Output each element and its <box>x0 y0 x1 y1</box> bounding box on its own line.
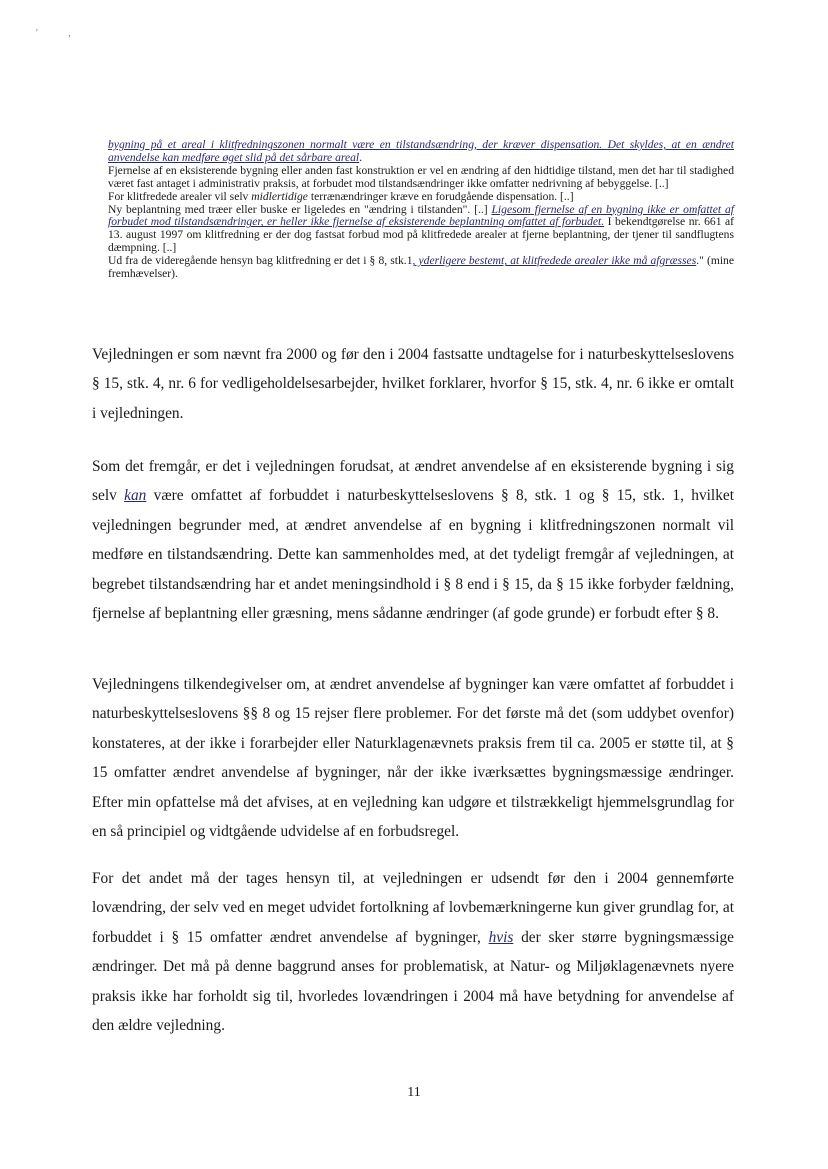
paragraph-text: være omfattet af forbuddet i naturbeskyttelseslovens § 8, stk. 1 og § 15, stk. 1, hvilket vejledningen begrunder med, at ændret anvendelse af en bygning i klitfredningszonen normalt vil medføre en tilstandsændring. Dette kan sammenholdes med, at det tydeligt fremgår af vejledningen, at begrebet tilstandsændring har et andet meningsindhold i § 8 end i § 15, da § 15 ikke forbyder fældning, fjernelse af beplantning eller græsning, mens sådanne ændringer (af gode grunde) er forbudt efter § 8. <box>92 487 735 623</box>
quote-text: terrænændringer kræve en forudgående dispensation. [..] <box>307 189 574 203</box>
quote-text: Ny beplantning med træer eller buske er ligeledes en "ændring i tilstanden". [..] <box>108 202 492 216</box>
quote-text: For klitfredede arealer vil selv <box>108 189 252 203</box>
quote-line-5 <box>108 255 734 281</box>
quote-underlined-text: , yderligere bestemt, at klitfredede arealer ikke må afgræsses <box>412 254 697 268</box>
page-number: 11 <box>407 1085 421 1100</box>
quote-italic-text: midlertidige <box>251 189 308 203</box>
quote-underlined-text: bygning på et areal i klitfredningszonen normalt være en tilstandsændring, der kræver dispensation. Det skyldes, at en ændret anvendelse kan medføre øget slid på det sårbare areal <box>108 138 734 164</box>
quote-line-4 <box>108 204 734 256</box>
quote-line-2: Fjernelse af en eksisterende bygning eller anden fast konstruktion er vel en ændring af den hidtidige tilstand, men det har til stadighed været fast antaget i administrativ praksis, at forbudet mod tilstandsændringer ikke omfatter nedrivning af bebyggelse. [..] <box>108 163 734 190</box>
quote-underlined-text: Ligesom fjernelse af en bygning ikke er omfattet af forbudet mod tilstandsændringer, er heller ikke fjernelse af eksisterende beplantning omfattet af forbudet. <box>108 202 734 229</box>
paragraph-2 <box>92 452 734 628</box>
paragraph-1: Vejledningen er som nævnt fra 2000 og før den i 2004 fastsatte undtagelse for i naturbeskyttelseslovens § 15, stk. 4, nr. 6 for vedligeholdelsesarbejder, hvilket forklarer, hvorfor § 15, stk. 4, nr. 6 ikke er omtalt i vejledningen. <box>92 346 734 422</box>
quote-line-1 <box>108 139 734 165</box>
quote-text: Ud fra de videregående hensyn bag klitfredning er det i § 8, stk.1 <box>108 254 413 268</box>
quote-text: . <box>359 150 363 164</box>
paragraph-text: Som det fremgår, er det i vejledningen forudsat, at ændret anvendelse af en eksisterende bygning i sig selv <box>92 458 734 505</box>
scan-marks: ' , <box>36 28 85 39</box>
paragraph-text: For det andet må der tages hensyn til, at vejledningen er udsendt før den i 2004 gennemførte lovændring, der selv ved en meget udvidet fortolkning af lovbemærkningerne kun giver grundlag for, at forbuddet i § 15 omfatter ændret anvendelse af bygninger, <box>92 870 734 946</box>
emphasis-kan: kan <box>124 487 147 505</box>
block-quote <box>108 139 734 281</box>
paragraph-3: Vejledningens tilkendegivelser om, at ændret anvendelse af bygninger kan være omfattet af forbuddet i naturbeskyttelseslovens §§ 8 og 15 rejser flere problemer. For det første må det (som uddybet ovenfor) konstateres, at der ikke i forarbejder eller Naturklagenævnets praksis frem til ca. 2005 er støtte til, at § 15 omfatter ændret anvendelse af bygninger, når der ikke iværksættes bygningsmæssige ændringer. Efter min opfattelse må det afvises, at en vejledning kan udgøre et tilstrækkeligt hjemmelsgrundlag for en så principiel og vidtgående udvidelse af en forbudsregel. <box>92 676 734 841</box>
emphasis-hvis: hvis <box>488 928 514 946</box>
quote-text: ." (mine fremhævelser). <box>108 254 734 281</box>
paragraph-4 <box>92 864 734 1040</box>
quote-text: I bekendtgørelse nr. 661 af 13. august 1997 om klitfredning er der dog fastsat forbud mod på klitfredede arealer at fjerne beplantning, der tjener til sandflugtens dæmpning. [..] <box>108 215 734 255</box>
paragraph-text: der sker større bygningsmæssige ændringer. Det må på denne baggrund anses for problematisk, at Natur- og Miljøklagenævnets nyere praksis ikke har forholdt sig til, hvorledes lovændringen i 2004 må have betydning for anvendelse af den ældre vejledning. <box>92 928 735 1035</box>
